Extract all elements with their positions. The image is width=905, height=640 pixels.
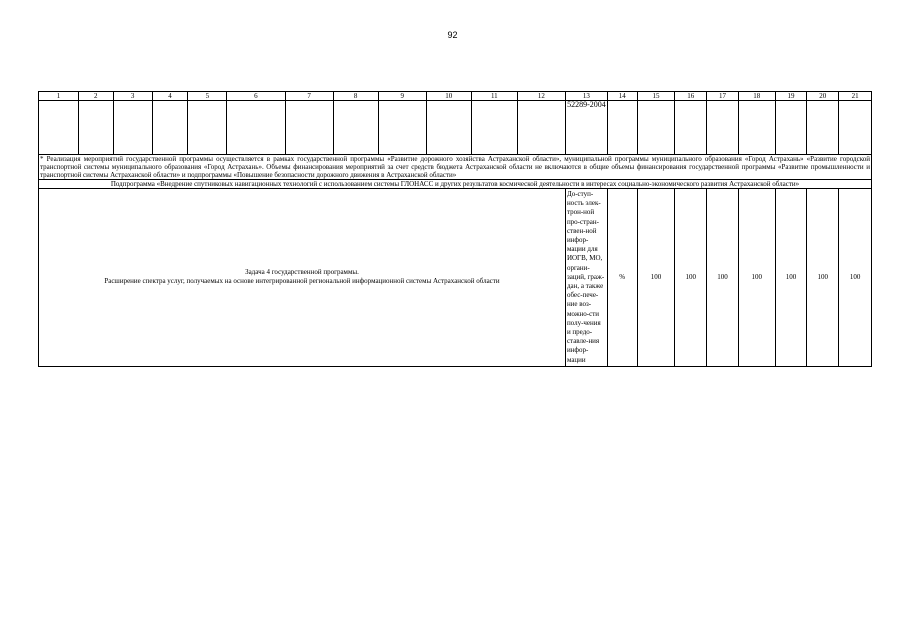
unit-cell: % (607, 189, 637, 367)
table-cell (607, 101, 637, 155)
table-cell (188, 101, 227, 155)
footnote-row (39, 155, 872, 180)
header-cell: 18 (738, 92, 775, 101)
header-cell: 1 (39, 92, 79, 101)
header-cell: 7 (285, 92, 333, 101)
indicator-cell: До-ступ-ность элек-трон-ной про-стран-ствен-ной инфор-мации для ИОГВ, МО, органи-заций, граж-дан, а также обес-пече-ние воз-можно-сти полу-чения и предо-ставле-ния инфор-мации (565, 189, 607, 367)
table-cell (675, 101, 707, 155)
standard-number-cell: 52289-2004 (565, 101, 607, 155)
table-cell (39, 101, 79, 155)
table-cell (517, 101, 565, 155)
table-cell (333, 101, 378, 155)
task-title: Задача 4 государственной программы. (245, 268, 359, 277)
header-cell: 4 (152, 92, 188, 101)
subprogram-title: Подпрограмма «Внедрение спутниковых навигационных технологий с использованием системы ГЛОНАСС и других результатов космической деятельности в интересах социально-экономического развития Астраханской области» (39, 180, 872, 189)
table-cell (378, 101, 426, 155)
header-cell: 19 (775, 92, 807, 101)
value-cell: 100 (775, 189, 807, 367)
table-cell (471, 101, 517, 155)
value-cell: 100 (807, 189, 839, 367)
table-cell (807, 101, 839, 155)
table-row (39, 101, 872, 155)
header-cell: 3 (113, 92, 152, 101)
table-cell (637, 101, 675, 155)
header-cell: 2 (78, 92, 113, 101)
task-description: Расширение спектра услуг, получаемых на основе интегрированной региональной информационной системы Астраханской области (104, 277, 500, 286)
header-row (39, 92, 872, 101)
header-cell: 11 (471, 92, 517, 101)
header-cell: 14 (607, 92, 637, 101)
header-cell: 5 (188, 92, 227, 101)
table-cell (775, 101, 807, 155)
page-number: 92 (447, 30, 458, 40)
value-cell: 100 (839, 189, 872, 367)
header-cell: 6 (227, 92, 285, 101)
header-cell: 15 (637, 92, 675, 101)
header-cell: 17 (707, 92, 739, 101)
table-cell (285, 101, 333, 155)
header-cell: 13 (565, 92, 607, 101)
table-cell (426, 101, 471, 155)
value-cell: 100 (637, 189, 675, 367)
header-cell: 20 (807, 92, 839, 101)
subprogram-row (39, 180, 872, 189)
header-cell: 21 (839, 92, 872, 101)
header-cell: 16 (675, 92, 707, 101)
header-cell: 10 (426, 92, 471, 101)
header-cell: 9 (378, 92, 426, 101)
header-cell: 8 (333, 92, 378, 101)
value-cell: 100 (738, 189, 775, 367)
table-cell (738, 101, 775, 155)
table-cell (152, 101, 188, 155)
table-cell (227, 101, 285, 155)
task-cell (39, 189, 566, 367)
value-cell: 100 (675, 189, 707, 367)
header-cell: 12 (517, 92, 565, 101)
table-cell (707, 101, 739, 155)
task-row (39, 189, 872, 367)
table-cell (113, 101, 152, 155)
program-table (38, 91, 872, 367)
footnote-text: * Реализация мероприятий государственной программы осуществляется в рамках государственной программы «Развитие дорожного хозяйства Астраханской области», муниципальной программы муниципального образования «Город Астрахань» «Развитие городской транспортной системы муниципального образования «Город Астрахань». Объемы финансирования мероприятий за счет средств бюджета Астраханской области не включаются в общие объемы финансирования государственной программы «Развитие промышленности и транспортной системы Астраханской области» и подпрограммы «Повышение безопасности дорожного движения в Астраханской области» (40, 155, 870, 179)
table-cell (78, 101, 113, 155)
value-cell: 100 (707, 189, 739, 367)
table-cell (839, 101, 872, 155)
